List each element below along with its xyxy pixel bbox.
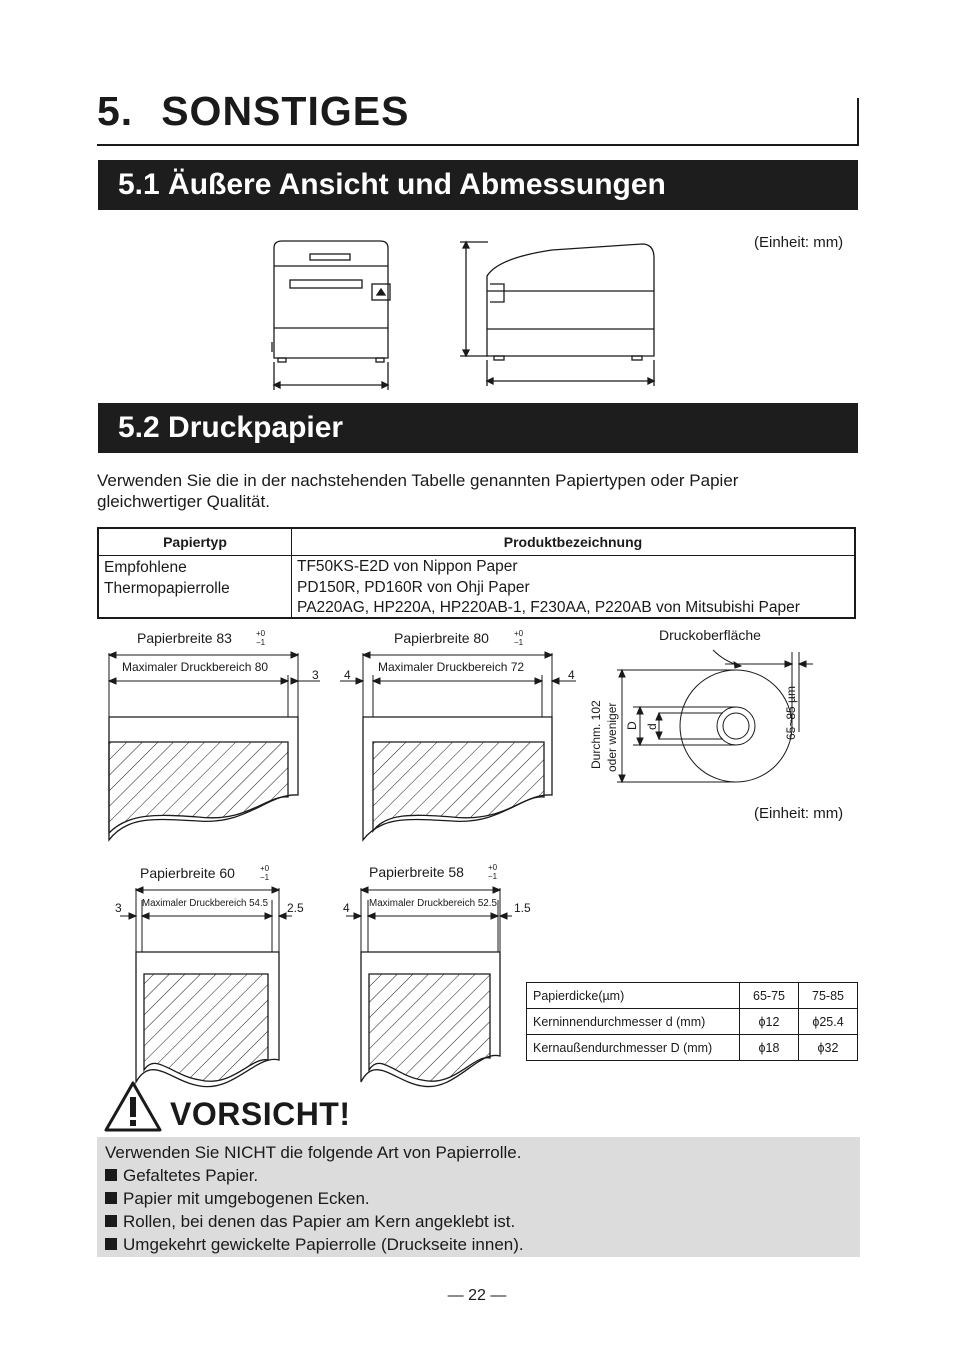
label-p58: Papierbreite 58 xyxy=(369,864,464,880)
svg-text:3: 3 xyxy=(115,901,122,915)
page-title: 5. SONSTIGES xyxy=(97,88,410,134)
svg-text:+0: +0 xyxy=(514,629,524,638)
intro-paragraph: Verwenden Sie die in der nachstehenden Tabelle genannten Papiertypen oder Papier gleichwertiger Qualität. xyxy=(97,471,739,511)
svg-text:+0: +0 xyxy=(256,629,266,638)
area-p83: Maximaler Druckbereich 80 xyxy=(122,660,269,674)
table-row: Kernaußendurchmesser D (mm) ϕ18 ϕ32 xyxy=(527,1035,858,1061)
section-5-1-heading: 5.1 Äußere Ansicht und Abmessungen xyxy=(98,160,858,210)
list-item: Rollen, bei denen das Papier am Kern angeklebt ist. xyxy=(105,1210,860,1233)
area-p58: Maximaler Druckbereich 52.5 xyxy=(369,898,498,909)
table-row: Kerninnendurchmesser d (mm) ϕ12 ϕ25.4 xyxy=(527,1009,858,1035)
section-5-2-heading: 5.2 Druckpapier xyxy=(98,403,858,453)
product-item: PD150R, PD160R von Ohji Paper xyxy=(297,578,530,596)
svg-text:4: 4 xyxy=(343,901,350,915)
svg-text:oder weniger: oder weniger xyxy=(605,702,619,772)
label-p80: Papierbreite 80 xyxy=(394,630,489,646)
printer-front-view xyxy=(272,241,390,390)
paper-width-80-diagram xyxy=(336,625,586,855)
list-item: Papier mit umgebogenen Ecken. xyxy=(105,1187,860,1210)
area-p80: Maximaler Druckbereich 72 xyxy=(378,660,525,674)
svg-text:+0: +0 xyxy=(260,864,270,873)
caution-title: VORSICHT! xyxy=(170,1096,351,1132)
paper-type-table xyxy=(97,527,856,619)
col-header-produkt: Produktbezeichnung xyxy=(503,534,643,550)
paper-width-60-diagram xyxy=(112,860,322,1100)
caution-intro: Verwenden Sie NICHT die folgende Art von Papierrolle. xyxy=(105,1143,522,1162)
svg-text:−1: −1 xyxy=(514,638,524,647)
roll-surface-label: Druckoberfläche xyxy=(659,627,761,643)
area-p60: Maximaler Druckbereich 54.5 xyxy=(142,898,269,909)
svg-text:−1: −1 xyxy=(488,872,498,881)
list-item: Gefaltetes Papier. xyxy=(105,1164,860,1187)
svg-text:2.5: 2.5 xyxy=(287,901,304,915)
page-number: — 22 — xyxy=(447,1287,507,1304)
paper-roll-diagram xyxy=(585,622,860,822)
product-item: PA220AG, HP220A, HP220AB-1, F230AA, P220AB von Mitsubishi Paper xyxy=(297,599,800,616)
paper-spec-table xyxy=(526,982,858,1061)
unit-note-2: (Einheit: mm) xyxy=(754,805,844,822)
svg-text:d: d xyxy=(645,723,659,730)
unit-note-1: (Einheit: mm) xyxy=(754,234,844,251)
roll-thickness-label: 65~85 µm xyxy=(784,686,798,740)
printer-side-view xyxy=(460,242,654,386)
printer-views-drawing xyxy=(262,236,672,392)
paper-type-cell: Empfohlene Thermopapierrolle xyxy=(104,559,230,597)
svg-text:Durchm. 102: Durchm. 102 xyxy=(589,700,603,769)
list-item: Umgekehrt gewickelte Papierrolle (Druckseite innen). xyxy=(105,1233,860,1256)
svg-text:D: D xyxy=(625,721,639,730)
label-p60: Papierbreite 60 xyxy=(140,865,235,881)
svg-text:1.5: 1.5 xyxy=(514,901,531,915)
svg-text:−1: −1 xyxy=(256,638,266,647)
warning-icon xyxy=(103,1080,163,1134)
product-cell xyxy=(297,557,800,619)
title-rule-right xyxy=(857,98,859,146)
title-rule xyxy=(97,144,859,146)
product-item: TF50KS-E2D von Nippon Paper xyxy=(297,558,518,575)
caution-box xyxy=(97,1137,860,1257)
paper-width-58-diagram xyxy=(340,860,540,1100)
table-row: Papierdicke(µm) 65-75 75-85 xyxy=(527,983,858,1009)
svg-text:4: 4 xyxy=(568,668,575,682)
svg-text:+0: +0 xyxy=(488,863,498,872)
paper-width-83-diagram xyxy=(88,625,338,855)
label-p83: Papierbreite 83 xyxy=(137,630,232,646)
col-header-papiertyp: Papiertyp xyxy=(163,534,227,550)
svg-text:−1: −1 xyxy=(260,873,270,882)
svg-text:3: 3 xyxy=(312,668,319,682)
svg-text:4: 4 xyxy=(344,668,351,682)
